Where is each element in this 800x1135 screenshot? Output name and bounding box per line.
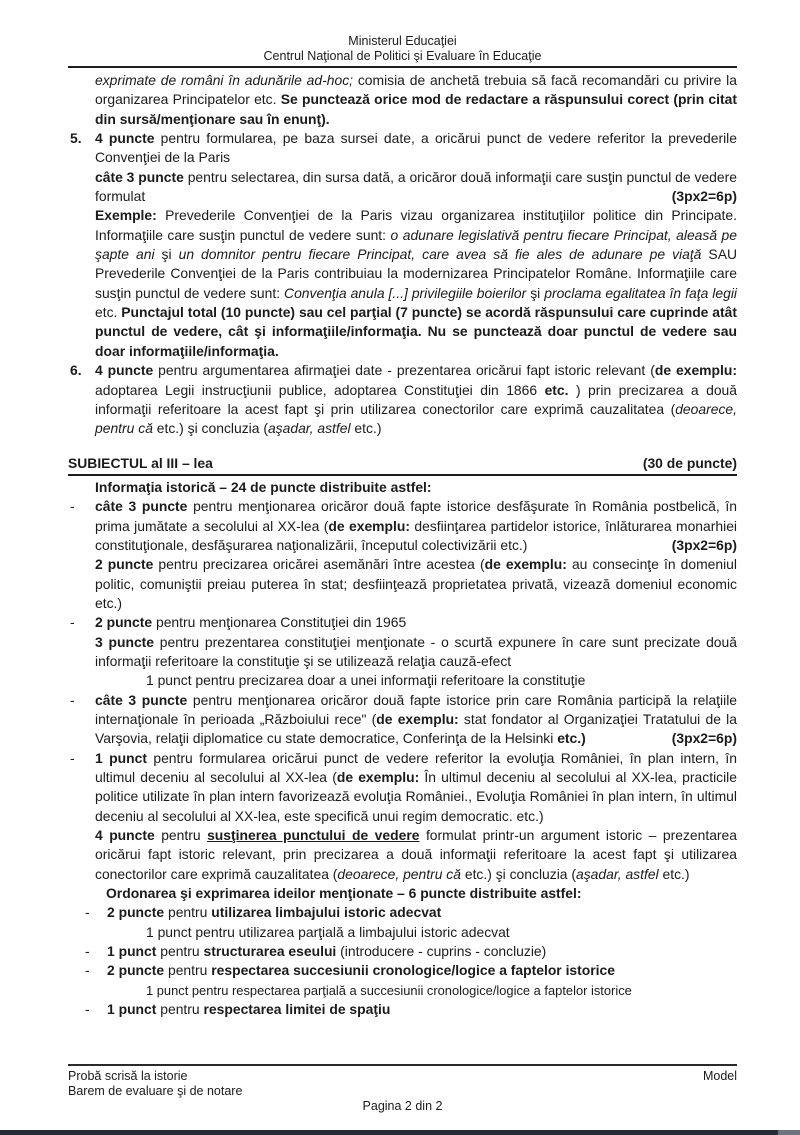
dash-bullet: - — [70, 749, 75, 766]
footer-page-number: Pagina 2 din 2 — [362, 1099, 443, 1113]
document-header — [68, 34, 737, 68]
document-body — [68, 71, 737, 1020]
document-footer — [68, 1064, 737, 1114]
dash-bullet: - — [85, 943, 90, 960]
list-item-5: 5. 4 puncte pentru formularea, pe baza sursei date, a oricărui punct de vedere referitor la prevederile Convenţiei de la Paris — [70, 130, 737, 166]
info-istorica-heading: Informaţia istorică – 24 de puncte distribuite astfel: — [95, 478, 432, 495]
sub-item-cronologie-partial: 1 punct pentru respectarea parţială a succesiunii cronologice/logice a faptelor istorice — [146, 982, 632, 998]
heading-title: SUBIECTUL al III – lea — [68, 454, 213, 471]
dash-item-structurare: - 1 punct pentru structurarea eseului (introducere - cuprins - concluzie) — [68, 942, 737, 961]
footer-exam-type: Probă scrisă la istorie — [68, 1069, 188, 1083]
dash-item-limbaj: - 2 puncte pentru utilizarea limbajului istoric adecvat — [68, 903, 737, 922]
heading-points: (30 de puncte) — [642, 454, 737, 471]
para-continuation: exprimate de români în adunările ad-hoc; comisia de anchetă trebuia să facă recomandări cu privire la organizarea Principatelor etc. Se punctează orice mod de redactare a răspunsului corect (prin citat din sursă/menţionare sau în enunţ). — [95, 72, 737, 127]
sub-item-limbaj-partial: 1 punct pentru utilizarea parţială a limbajului istoric adecvat — [146, 923, 510, 940]
dash-bullet: - — [70, 614, 75, 631]
dash-item-razboi-rece: - câte 3 puncte pentru menţionarea oricăror două fapte istorice prin care România participă la relaţiile internaţionale în perioada „Războiului rece" (de exemplu: stat fondator al Organizaţiei Tratatului de la Varşovia, relaţii diplomatice cu state democratice, Conferinţa de la Helsinki etc.) (3px2=6p) — [68, 691, 737, 749]
list-item-5-example: Exemple: Prevederile Convenţiei de la Paris vizau organizarea instituţiilor politice din Principate. Informaţiile care susţin punctul de vedere sunt: o adunare legislativă pentru fiecare Principat, aleasă pe şapte ani şi un domnitor pentru fiecare Principat, care avea să fie ales de adunare pe viaţă SAU Prevederile Convenţiei de la Paris contribuiau la modernizarea Principatelor Române. Informaţiile care susţin punctul de vedere sunt: Convenţia anula [...] privilegiile boierilor şi proclama egalitatea în faţa legii etc. Punctajul total (10 puncte) sau cel parţial (7 puncte) se acordă răspunsului care cuprinde atât punctul de vedere, cât şi informaţiile/informaţia. Nu se punctează doar punctul de vedere sau doar informaţiile/informaţia. — [95, 207, 738, 359]
list-number: 6. — [70, 362, 82, 379]
sub-item-prezentarea-constitutiei: 3 puncte pentru prezentarea constituţiei menţionate - o scurtă expunere în care sunt precizate două informaţii referitoare la constituţie şi se utilizează relaţia cauză-efect — [95, 633, 737, 669]
points-note: (3px2=6p) — [671, 536, 737, 553]
footer-model-label: Model — [702, 1069, 737, 1083]
points-note: (3px2=6p) — [671, 730, 737, 747]
dash-bullet: - — [70, 498, 75, 515]
window-edge-strip-end — [778, 1130, 800, 1135]
dash-bullet: - — [70, 691, 75, 708]
list-item-5-sub: câte 3 puncte pentru selectarea, din sursa dată, a oricăror două informaţii care susţin punctul de vedere formulat (3px2=6p) — [68, 168, 737, 207]
sub-item-asemanare: 2 puncte pentru precizarea oricărei asemănări între acestea (de exemplu: au consecinţe în domeniul politic, comuniştii preiau puterea în stat; desfiinţează proprietatea privată, vizează domeniul economic etc.) — [95, 556, 737, 611]
dash-item-fapte-postbelice: - câte 3 puncte pentru menţionarea oricăror două fapte istorice desfăşurate în România postbelică, în prima jumătate a secolului al XX-lea (de exemplu: desfiinţarea partidelor istorice, înlăturarea monarhiei constituţionale, desfăşurarea naţionalizării, începutul colectivizării etc.) (3px2=6p) — [68, 497, 737, 555]
dash-item-constitutia-1965: - 2 puncte pentru menţionarea Constituţiei din 1965 — [68, 613, 737, 632]
dash-item-punct-de-vedere: - 1 punct pentru formularea oricărui punct de vedere referitor la evoluţia României, în plan intern, în ultimul deceniu al secolului al XX-lea (de exemplu: În ultimul deceniu al secolului al XX-lea, practicile politice utilizate în plan intern favorizează evoluţia României., Evoluţia României în plan intern, în ultimul deceniu al secolului al XX-lea, este specifică unui regim democratic. etc.) — [70, 749, 738, 824]
subject3-heading — [68, 454, 737, 476]
list-number: 5. — [70, 130, 82, 147]
ordonarea-heading: Ordonarea şi exprimarea ideilor menţionate – 6 puncte distribuite astfel: — [106, 885, 582, 902]
points-note: (3px2=6p) — [671, 188, 737, 205]
dash-bullet: - — [85, 962, 90, 979]
dash-item-cronologie: - 2 puncte pentru respectarea succesiunii cronologice/logice a faptelor istorice — [68, 961, 737, 980]
dash-bullet: - — [85, 904, 90, 921]
center-title: Centrul Naţional de Politici şi Evaluare în Educaţie — [263, 48, 542, 63]
list-item-6: 6. 4 puncte pentru argumentarea afirmaţiei date - prezentarea oricărui fapt istoric relevant (de exemplu: adoptarea Legii instrucţiunii publice, adoptarea Constituţiei din 1866 etc. ) prin precizarea a două informaţii referitoare la acest fapt şi prin utilizarea conectorilor care exprimă cauzalitatea (deoarece, pentru că etc.) şi concluzia (aşadar, astfel etc.) — [70, 362, 737, 437]
dash-bullet: - — [85, 1001, 90, 1018]
sub-item-1punct-constitutie: 1 punct pentru precizarea doar a unei informaţii referitoare la constituţie — [146, 672, 586, 689]
sub-item-sustinerea: 4 puncte pentru susţinerea punctului de vedere formulat printr-un argument istoric – prezentarea oricărui fapt istoric relevant, prin precizarea a două informaţii referitoare la acest fapt şi utilizarea conectorilor care exprimă cauzalitatea (deoarece, pentru că etc.) şi concluzia (aşadar, astfel etc.) — [95, 827, 738, 882]
dash-item-limita-spatiu: - 1 punct pentru respectarea limitei de spaţiu — [68, 1000, 737, 1019]
window-edge-strip — [0, 1130, 800, 1135]
ministry-title: Ministerul Educaţiei — [348, 34, 457, 48]
section-gap — [68, 439, 737, 454]
footer-barem-label: Barem de evaluare şi de notare — [68, 1083, 243, 1098]
